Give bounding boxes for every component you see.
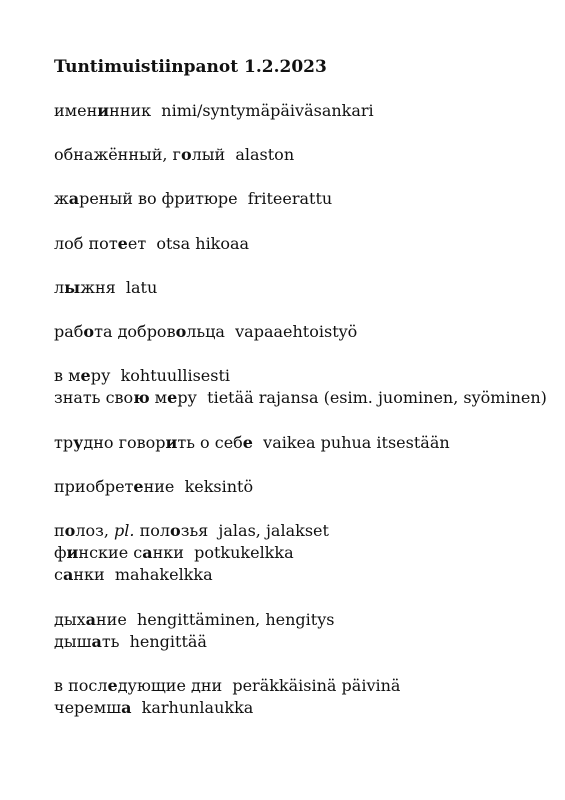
russian-term: [54, 234, 146, 253]
finnish-translation: kohtuullisesti: [120, 366, 231, 386]
term-segment: м: [149, 388, 168, 408]
term-segment: тр: [54, 432, 74, 452]
finnish-translation: keksintö: [184, 476, 254, 496]
russian-term: [54, 521, 208, 540]
stress-vowel: и: [165, 432, 178, 452]
term-segment: черемш: [54, 698, 122, 718]
stress-vowel: и: [97, 101, 110, 120]
russian-term: [54, 565, 105, 584]
term-segment: льца: [186, 322, 225, 342]
vocab-group: [54, 321, 554, 343]
vocab-entry: [54, 233, 554, 255]
vocab-entry: [54, 631, 554, 653]
finnish-translation: alaston: [235, 145, 295, 165]
term-segment: ру: [90, 366, 111, 386]
term-segment: ние: [143, 476, 175, 496]
stress-vowel: а: [142, 543, 153, 563]
russian-term: [54, 477, 174, 496]
vocab-group: [54, 100, 554, 122]
vocab-entry: [54, 675, 554, 697]
vocab-entry: [54, 564, 554, 586]
stress-vowel: а: [62, 565, 74, 585]
stress-vowel: о: [175, 322, 187, 342]
grammar-abbrev: pl.: [114, 521, 135, 541]
finnish-translation: potkukelkka: [194, 543, 294, 563]
term-segment: ть: [101, 631, 120, 651]
stress-vowel: е: [242, 432, 253, 452]
term-segment: нник: [109, 101, 152, 120]
stress-vowel: и: [66, 543, 79, 563]
term-segment: в м: [54, 366, 81, 386]
vocab-entry: [54, 387, 554, 409]
vocab-entry: [54, 609, 554, 631]
stress-vowel: о: [180, 145, 192, 165]
vocabulary-list: [54, 100, 554, 741]
term-segment: нские с: [78, 543, 143, 563]
term-segment: лоб пот: [54, 233, 118, 253]
finnish-translation: hengittää: [129, 631, 207, 651]
russian-term: [54, 278, 116, 297]
term-segment: реный во фритюре: [79, 189, 238, 209]
russian-term: [54, 632, 119, 651]
term-segment: имен: [54, 101, 98, 120]
finnish-translation: jalas, jalakset: [218, 521, 329, 541]
stress-vowel: е: [80, 366, 91, 386]
term-segment: зья: [180, 521, 209, 541]
stress-vowel: ю: [133, 388, 150, 408]
finnish-translation: nimi/syntymäpäiväsankari: [161, 101, 374, 120]
term-segment: в посл: [54, 676, 108, 696]
russian-term: [54, 145, 225, 164]
russian-term: [54, 366, 110, 385]
vocab-group: [54, 277, 554, 299]
vocab-entry: [54, 321, 554, 343]
vocab-entry: [54, 100, 554, 122]
term-segment: ф: [54, 543, 67, 563]
vocab-entry: [54, 520, 554, 542]
vocab-entry: [54, 277, 554, 299]
term-segment: ет: [127, 233, 147, 253]
term-segment: нки: [152, 543, 184, 563]
vocab-group: [54, 520, 554, 587]
finnish-translation: friteerattu: [247, 189, 333, 209]
finnish-translation: tietää rajansa (esim. juominen, syöminen): [207, 388, 547, 408]
finnish-translation: vaikea puhua itsestään: [263, 432, 450, 452]
russian-term: [54, 543, 184, 562]
stress-vowel: ы: [64, 277, 81, 297]
finnish-translation: mahakelkka: [114, 565, 213, 585]
term-segment: л: [54, 277, 65, 297]
term-segment: ние: [95, 609, 127, 629]
vocab-entry: [54, 188, 554, 210]
term-segment: лый: [191, 145, 226, 165]
stress-vowel: о: [170, 521, 181, 541]
term-segment: лоз,: [75, 521, 115, 541]
stress-vowel: а: [68, 189, 80, 209]
term-segment: ж: [54, 189, 69, 209]
vocab-entry: [54, 476, 554, 498]
russian-term: [54, 189, 238, 208]
term-segment: знать сво: [54, 388, 134, 408]
finnish-translation: otsa hikoaa: [156, 233, 250, 253]
vocab-group: [54, 233, 554, 255]
vocab-group: [54, 365, 554, 409]
stress-vowel: е: [117, 233, 128, 253]
term-segment: п: [54, 521, 65, 541]
page-title: Tuntimuistiinpanot 1.2.2023: [54, 57, 327, 77]
term-segment: с: [54, 565, 63, 585]
term-segment: та добров: [94, 322, 176, 342]
vocab-group: [54, 609, 554, 653]
stress-vowel: е: [133, 476, 144, 496]
term-segment: пол: [134, 521, 171, 541]
stress-vowel: а: [91, 631, 102, 651]
vocab-group: [54, 144, 554, 166]
vocab-group: [54, 675, 554, 719]
vocab-group: [54, 188, 554, 210]
term-segment: дыш: [54, 631, 92, 651]
russian-term: [54, 698, 131, 717]
finnish-translation: vapaaehtoistyö: [235, 322, 358, 342]
vocab-entry: [54, 432, 554, 454]
vocab-entry: [54, 542, 554, 564]
vocab-entry: [54, 697, 554, 719]
stress-vowel: о: [64, 521, 76, 541]
term-segment: ру: [177, 388, 197, 408]
term-segment: обнажённый, г: [54, 145, 181, 165]
stress-vowel: у: [73, 432, 84, 452]
term-segment: раб: [54, 322, 84, 342]
stress-vowel: е: [107, 676, 118, 696]
russian-term: [54, 676, 222, 695]
term-segment: нки: [73, 565, 105, 585]
russian-term: [54, 610, 127, 629]
finnish-translation: hengittäminen, hengitys: [136, 609, 335, 629]
vocab-entry: [54, 144, 554, 166]
finnish-translation: latu: [125, 277, 158, 297]
russian-term: [54, 388, 197, 407]
term-segment: дых: [54, 609, 86, 629]
term-segment: жня: [80, 277, 116, 297]
russian-term: [54, 322, 225, 341]
term-segment: приобрет: [54, 476, 134, 496]
russian-term: [54, 101, 151, 120]
vocab-group: [54, 432, 554, 454]
finnish-translation: karhunlaukka: [141, 698, 254, 718]
stress-vowel: а: [85, 609, 96, 629]
stress-vowel: е: [167, 388, 178, 408]
term-segment: дно говор: [83, 432, 166, 452]
vocab-entry: [54, 365, 554, 387]
stress-vowel: а: [121, 698, 132, 718]
finnish-translation: peräkkäisinä päivinä: [232, 676, 401, 696]
term-segment: дующие дни: [117, 676, 223, 696]
russian-term: [54, 433, 253, 452]
vocab-group: [54, 476, 554, 498]
term-segment: ть о себ: [177, 432, 243, 452]
stress-vowel: о: [83, 322, 95, 342]
